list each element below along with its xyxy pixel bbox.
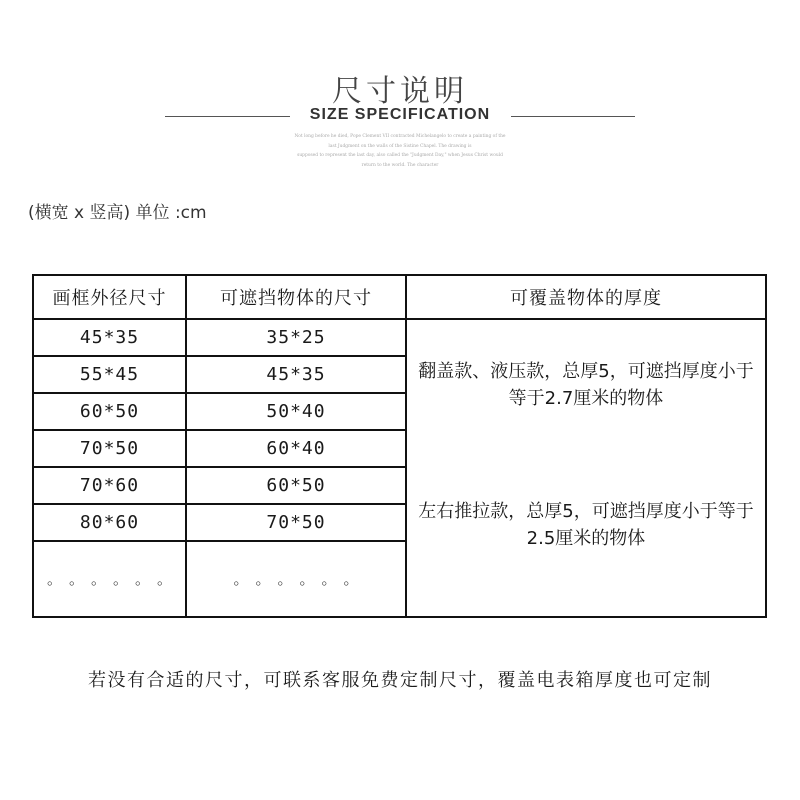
ellipsis-dot: 。 bbox=[156, 570, 172, 589]
ellipsis-dot: 。 bbox=[233, 570, 249, 589]
ellipsis-dot: 。 bbox=[112, 570, 128, 589]
ellipsis-dot: 。 bbox=[68, 570, 84, 589]
ellipsis-dot: 。 bbox=[255, 570, 271, 589]
page-subtitle: SIZE SPECIFICATION bbox=[309, 106, 491, 123]
unit-note: (横宽 x 竖高) 单位 :cm bbox=[28, 203, 207, 223]
frame-size-cell: 80*60 bbox=[33, 504, 186, 541]
ellipsis-dot: 。 bbox=[343, 570, 359, 589]
cover-size-cell: 45*35 bbox=[186, 356, 406, 393]
fine-print-line: Not long before he died, Pope Clement VII contracted Michelangelo to create a painting of the bbox=[294, 134, 506, 139]
ellipsis-dot: 。 bbox=[299, 570, 315, 589]
ellipsis-cell bbox=[186, 541, 406, 617]
frame-size-cell: 70*50 bbox=[33, 430, 186, 467]
frame-size-cell: 55*45 bbox=[33, 356, 186, 393]
header-thickness: 可覆盖物体的厚度 bbox=[406, 275, 766, 319]
thickness-desc-flip: 翻盖款、液压款，总厚5，可遮挡厚度小于等于2.7厘米的物体 bbox=[418, 361, 754, 409]
fine-print-line: supposed to represent the last day, also called the "Judgment Day," when Jesus Christ would bbox=[297, 153, 503, 158]
fine-print-line: last Judgment on the walls of the Sistine Chapel. The drawing is bbox=[328, 143, 472, 149]
ellipsis-dot: 。 bbox=[90, 570, 106, 589]
header-frame-size: 画框外径尺寸 bbox=[33, 275, 186, 319]
ellipsis-dot: 。 bbox=[277, 570, 293, 589]
cover-size-cell: 70*50 bbox=[186, 504, 406, 541]
frame-size-cell: 45*35 bbox=[33, 319, 186, 356]
frame-size-cell: 60*50 bbox=[33, 393, 186, 430]
thickness-desc-slide: 左右推拉款，总厚5，可遮挡厚度小于等于2.5厘米的物体 bbox=[418, 501, 754, 549]
decorative-fine-print bbox=[270, 132, 530, 170]
frame-size-cell: 70*60 bbox=[33, 467, 186, 504]
table-row bbox=[33, 319, 766, 356]
ellipsis-cell bbox=[33, 541, 186, 617]
page-title: 尺寸说明 bbox=[332, 74, 468, 109]
cover-size-cell: 60*50 bbox=[186, 467, 406, 504]
size-table bbox=[32, 274, 767, 618]
title-divider-right bbox=[511, 116, 635, 117]
ellipsis-dot: 。 bbox=[134, 570, 150, 589]
table-header-row bbox=[33, 275, 766, 319]
header-cover-size: 可遮挡物体的尺寸 bbox=[186, 275, 406, 319]
cover-size-cell: 60*40 bbox=[186, 430, 406, 467]
cover-size-cell: 50*40 bbox=[186, 393, 406, 430]
title-subheader bbox=[0, 104, 800, 128]
ellipsis-dot: 。 bbox=[321, 570, 337, 589]
custom-size-note: 若没有合适的尺寸，可联系客服免费定制尺寸，覆盖电表箱厚度也可定制 bbox=[88, 670, 712, 691]
thickness-description-cell bbox=[406, 319, 766, 617]
fine-print-line: return to the world. The character bbox=[361, 162, 439, 168]
cover-size-cell: 35*25 bbox=[186, 319, 406, 356]
ellipsis-dot: 。 bbox=[46, 570, 62, 589]
